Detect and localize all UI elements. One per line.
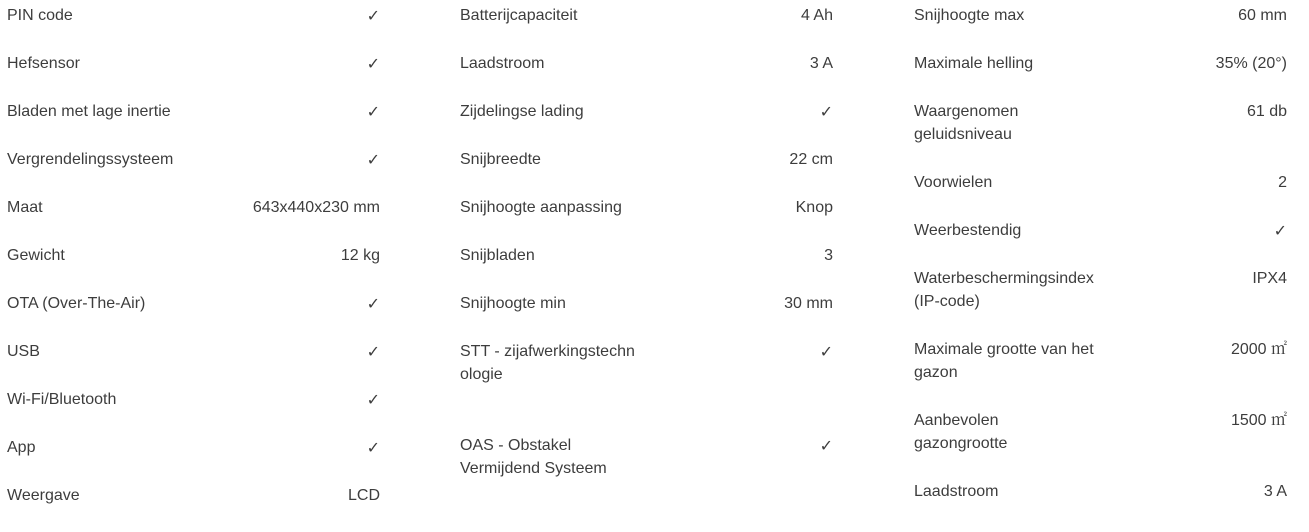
spec-value: 3 A: [809, 55, 833, 72]
spec-value: 61 db: [1246, 103, 1287, 120]
spec-row-waterbescherming: [914, 267, 1287, 338]
spec-label: Aanbevolen gazongrootte: [914, 412, 1008, 452]
check-icon: ✓: [1273, 221, 1287, 240]
spec-column-3: [914, 4, 1287, 528]
spec-value: 30 mm: [784, 295, 833, 312]
spec-label: Maximale grootte van het gazon: [914, 341, 1094, 381]
spec-value: 4 Ah: [800, 7, 833, 24]
spec-label: Snijhoogte max: [914, 7, 1025, 24]
spec-value: LCD: [347, 487, 380, 504]
spec-label: Voorwielen: [914, 174, 993, 191]
spec-value: 12 kg: [340, 247, 380, 264]
spec-row-laadstroom-2: [914, 480, 1287, 528]
spec-value: 22 cm: [789, 151, 833, 168]
spec-label: Zijdelingse lading: [460, 103, 584, 120]
spec-label: Maximale helling: [914, 55, 1034, 72]
spec-row-weergave: [7, 484, 380, 532]
spec-label: Bladen met lage inertie: [7, 103, 171, 120]
check-icon: ✓: [819, 102, 833, 121]
spec-row-ota: [7, 292, 380, 340]
spec-value: 3: [824, 247, 833, 264]
spec-value: 3 A: [1263, 483, 1287, 500]
check-icon: ✓: [366, 150, 380, 169]
spec-value: Knop: [795, 199, 833, 216]
check-icon: ✓: [366, 6, 380, 25]
check-icon: ✓: [366, 390, 380, 409]
spec-row-maximale-grootte: [914, 338, 1287, 409]
spec-row-stt: [460, 340, 833, 434]
spec-label: Weerbestendig: [914, 222, 1022, 239]
spec-row-aanbevolen-gazongrootte: [914, 409, 1287, 480]
spec-label: Laadstroom: [914, 483, 999, 500]
spec-row-hefsensor: [7, 52, 380, 100]
spec-row-maximale-helling: [914, 52, 1287, 100]
spec-row-snijhoogte-min: [460, 292, 833, 340]
spec-row-zijdelingse-lading: [460, 100, 833, 148]
spec-label: Vergrendelingssysteem: [7, 151, 174, 168]
spec-row-app: [7, 436, 380, 484]
spec-row-usb: [7, 340, 380, 388]
spec-row-bladen: [7, 100, 380, 148]
spec-row-snijhoogte-aanpassing: [460, 196, 833, 244]
spec-label: STT - zijafwerkingstechnologie: [460, 343, 635, 383]
check-icon: ✓: [366, 294, 380, 313]
spec-label: Hefsensor: [7, 55, 80, 72]
check-icon: ✓: [366, 102, 380, 121]
spec-row-snijhoogte-max: [914, 4, 1287, 52]
spec-label: Waargenomen geluidsniveau: [914, 103, 1019, 143]
check-icon: ✓: [819, 342, 833, 361]
spec-label: Snijbladen: [460, 247, 535, 264]
spec-label: Wi-Fi/Bluetooth: [7, 391, 117, 408]
spec-value: 1500 ㎡: [1230, 412, 1287, 429]
spec-label: Weergave: [7, 487, 80, 504]
check-icon: ✓: [366, 342, 380, 361]
spec-label: App: [7, 439, 36, 456]
spec-value: 35% (20°): [1215, 55, 1287, 72]
spec-row-weerbestendig: [914, 219, 1287, 267]
spec-row-snijbreedte: [460, 148, 833, 196]
spec-label: Snijhoogte min: [460, 295, 566, 312]
spec-value: IPX4: [1252, 270, 1287, 287]
spec-label: PIN code: [7, 7, 73, 24]
spec-label: Maat: [7, 199, 43, 216]
spec-value: 2000 ㎡: [1230, 341, 1287, 358]
spec-label: Snijbreedte: [460, 151, 541, 168]
spec-label: OTA (Over-The-Air): [7, 295, 146, 312]
spec-row-maat: [7, 196, 380, 244]
spec-label: USB: [7, 343, 40, 360]
spec-value: 2: [1278, 174, 1287, 191]
spec-row-vergrendelingssysteem: [7, 148, 380, 196]
check-icon: ✓: [819, 436, 833, 455]
spec-row-wifi-bluetooth: [7, 388, 380, 436]
spec-value: 60 mm: [1238, 7, 1287, 24]
spec-row-snijbladen: [460, 244, 833, 292]
spec-label: Waterbeschermingsindex (IP-code): [914, 270, 1094, 310]
spec-row-gewicht: [7, 244, 380, 292]
spec-label: Laadstroom: [460, 55, 545, 72]
check-icon: ✓: [366, 438, 380, 457]
spec-row-laadstroom: [460, 52, 833, 100]
spec-row-geluidsniveau: [914, 100, 1287, 171]
spec-row-batterijcapaciteit: [460, 4, 833, 52]
spec-column-2: [460, 4, 833, 505]
spec-row-pin-code: [7, 4, 380, 52]
spec-label: OAS - Obstakel Vermijdend Systeem: [460, 437, 607, 477]
spec-row-oas: [460, 434, 833, 505]
spec-column-1: [7, 4, 380, 532]
check-icon: ✓: [366, 54, 380, 73]
spec-label: Gewicht: [7, 247, 65, 264]
spec-value: 643x440x230 mm: [252, 199, 380, 216]
spec-row-voorwielen: [914, 171, 1287, 219]
spec-label: Batterijcapaciteit: [460, 7, 578, 24]
spec-label: Snijhoogte aanpassing: [460, 199, 622, 216]
